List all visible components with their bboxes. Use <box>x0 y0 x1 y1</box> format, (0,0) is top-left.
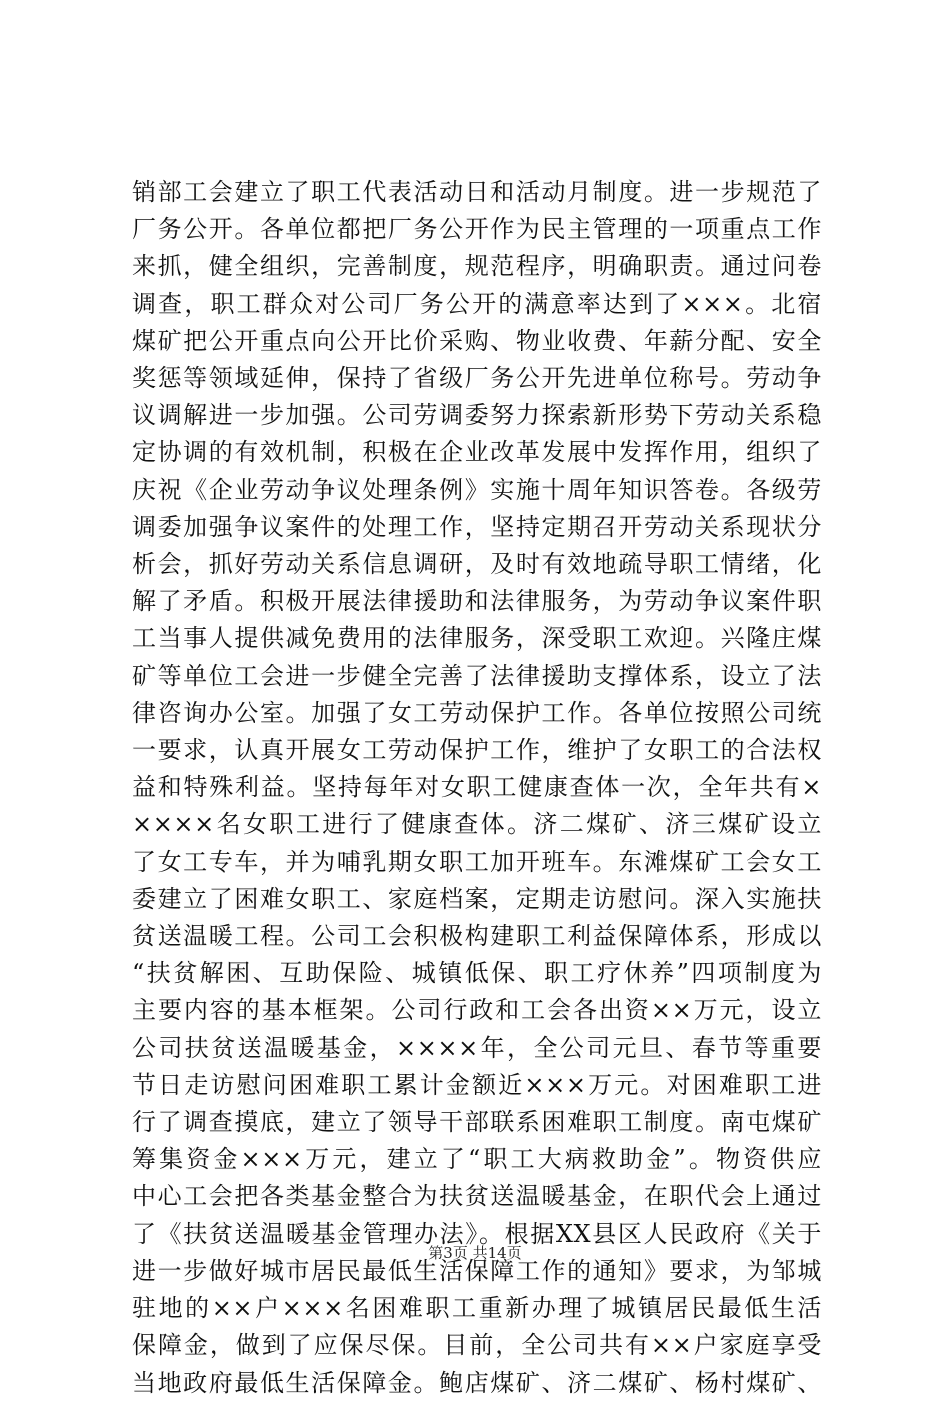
text-line: 贫送温暖工程。公司工会积极构建职工利益保障体系，形成以 <box>132 922 822 951</box>
text-line: 调查，职工群众对公司厂务公开的满意率达到了×××。北宿 <box>132 289 822 318</box>
text-line: 解了矛盾。积极开展法律援助和法律服务，为劳动争议案件职 <box>132 587 822 616</box>
text-line: 公司扶贫送温暖基金，××××年，全公司元旦、春节等重要 <box>132 1033 822 1062</box>
text-line: “扶贫解困、互助保险、城镇低保、职工疗休养”四项制度为 <box>132 959 822 988</box>
text-line: 律咨询办公室。加强了女工劳动保护工作。各单位按照公司统 <box>132 698 822 727</box>
text-line: 行了调查摸底，建立了领导干部联系困难职工制度。南屯煤矿 <box>132 1108 822 1137</box>
text-line: 主要内容的基本框架。公司行政和工会各出资××万元，设立 <box>132 996 822 1025</box>
text-line: 销部工会建立了职工代表活动日和活动月制度。进一步规范了 <box>132 178 822 206</box>
text-line: 筹集资金×××万元，建立了“职工大病救助金”。物资供应 <box>132 1145 822 1174</box>
text-line: 中心工会把各类基金整合为扶贫送温暖基金，在职代会上通过 <box>132 1182 822 1211</box>
text-line: ××××名女职工进行了健康查体。济二煤矿、济三煤矿设立 <box>132 810 822 839</box>
text-line: 庆祝《企业劳动争议处理条例》实施十周年知识答卷。各级劳 <box>132 475 822 504</box>
text-line: 委建立了困难女职工、家庭档案，定期走访慰问。深入实施扶 <box>132 884 822 913</box>
text-line: 矿等单位工会进一步健全完善了法律援助支撑体系，设立了法 <box>132 661 822 690</box>
text-line: 进一步做好城市居民最低生活保障工作的通知》要求，为邹城 <box>132 1256 822 1285</box>
text-line: 厂务公开。各单位都把厂务公开作为民主管理的一项重点工作 <box>132 215 822 244</box>
text-line: 益和特殊利益。坚持每年对女职工健康查体一次，全年共有× <box>132 773 822 802</box>
page-number-footer: 第3页 共14页 <box>428 1244 522 1262</box>
text-line: 了女工专车，并为哺乳期女职工加开班车。东滩煤矿工会女工 <box>132 847 822 876</box>
text-line: 保障金，做到了应保尽保。目前，全公司共有××户家庭享受 <box>132 1331 822 1360</box>
text-line: 来抓，健全组织，完善制度，规范程序，明确职责。通过问卷 <box>132 252 822 281</box>
body-paragraph <box>132 174 822 1402</box>
text-line: 析会，抓好劳动关系信息调研，及时有效地疏导职工情绪，化 <box>132 550 822 579</box>
text-line: 节日走访慰问困难职工累计金额近×××万元。对困难职工进 <box>132 1070 822 1099</box>
text-line: 工当事人提供减免费用的法律服务，深受职工欢迎。兴隆庄煤 <box>132 624 822 653</box>
text-line: 议调解进一步加强。公司劳调委努力探索新形势下劳动关系稳 <box>132 401 822 430</box>
text-line: 驻地的××户×××名困难职工重新办理了城镇居民最低生活 <box>132 1294 822 1323</box>
text-line: 奖惩等领域延伸，保持了省级厂务公开先进单位称号。劳动争 <box>132 364 822 393</box>
text-line: 了《扶贫送温暖基金管理办法》。根据XX县区人民政府《关于 <box>132 1219 822 1248</box>
text-line: 定协调的有效机制，积极在企业改革发展中发挥作用，组织了 <box>132 438 822 467</box>
text-line: 煤矿把公开重点向公开比价采购、物业收费、年薪分配、安全 <box>132 326 822 355</box>
text-line: 当地政府最低生活保障金。鲍店煤矿、济二煤矿、杨村煤矿、 <box>132 1368 822 1397</box>
text-line: 一要求，认真开展女工劳动保护工作，维护了女职工的合法权 <box>132 736 822 765</box>
text-line: 调委加强争议案件的处理工作，坚持定期召开劳动关系现状分 <box>132 512 822 541</box>
